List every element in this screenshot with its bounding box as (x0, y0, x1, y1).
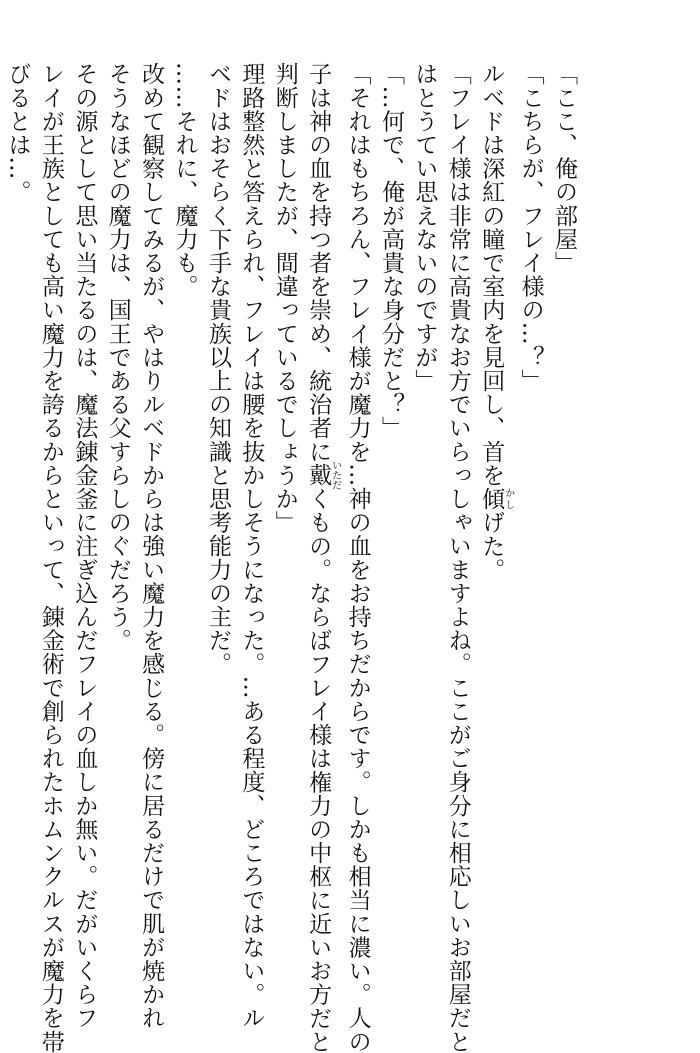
text-line-16: レイが王族としても高い魔力を誇るからといって、錬金術で創られたホムンクルスが魔力を帯 (37, 62, 64, 1053)
text-line-13: 改めて観察してみるが、やはりルベドからは強い魔力を感じる。傍に居るだけで肌が焼かれ (138, 62, 165, 1030)
text-line-15: その源として思い当たるのは、魔法錬金釜に注ぎ込んだフレイの血しか無い。だがいくらフ (71, 62, 98, 1030)
text-line-8-before: 子は神の血を持つ者を崇め、統治者に (305, 62, 332, 464)
text-line-11: ベドはおそらく下手な貴族以上の知識と思考能力の主だ。 (204, 62, 231, 676)
text-line-6: 「…何で、俺が高貴な身分だと？」 (377, 62, 404, 440)
text-line-8-after: くもの。ならばフレイ様は権力の中枢に近いお方だと (305, 486, 332, 1053)
text-line-7: 「それはもちろん、フレイ様が魔力を…神の血をお持ちだからです。しかも相当に濃い。人の (344, 62, 371, 1053)
text-line-17: びるとは…。 (4, 62, 31, 204)
ruby-base-itada: 戴 (305, 460, 332, 490)
vertical-text-body (0, 62, 580, 1053)
text-line-10: 理路整然と答えられ、フレイは腰を抜かしそうになった。…ある程度、どころではない。ル (238, 62, 265, 1030)
text-line-12: ……それに、魔力も。 (171, 62, 198, 298)
text-line-8 (301, 62, 341, 1053)
ruby-itada (305, 460, 341, 491)
text-line-9: 判断しましたが、間違っているでしょうか」 (271, 62, 298, 534)
text-line-4: 「フレイ様は非常に高貴なお方でいらっしゃいますよね。ここがご身分に相応しいお部屋だと (444, 62, 471, 1053)
text-line-14: そうなほどの魔力は、国王である父すらしのぐだろう。 (104, 62, 131, 652)
ruby-kashi (478, 486, 514, 511)
ruby-text-itada: いただ (329, 460, 341, 491)
text-line-1: 「ここ、俺の部屋」 (551, 62, 577, 275)
text-line-5: はとうてい思えないのですが」 (411, 62, 438, 393)
text-line-2: 「こちらが、フレイ様の…？」 (517, 62, 544, 393)
text-line-3-before: ルベドは深紅の瞳で室内を見回し、首を (478, 62, 505, 487)
ruby-base-kashi: 傾 (478, 486, 505, 511)
text-line-3 (474, 62, 513, 967)
ruby-text-kashi: かし (502, 486, 514, 511)
text-line-3-after: げた。 (478, 510, 505, 582)
